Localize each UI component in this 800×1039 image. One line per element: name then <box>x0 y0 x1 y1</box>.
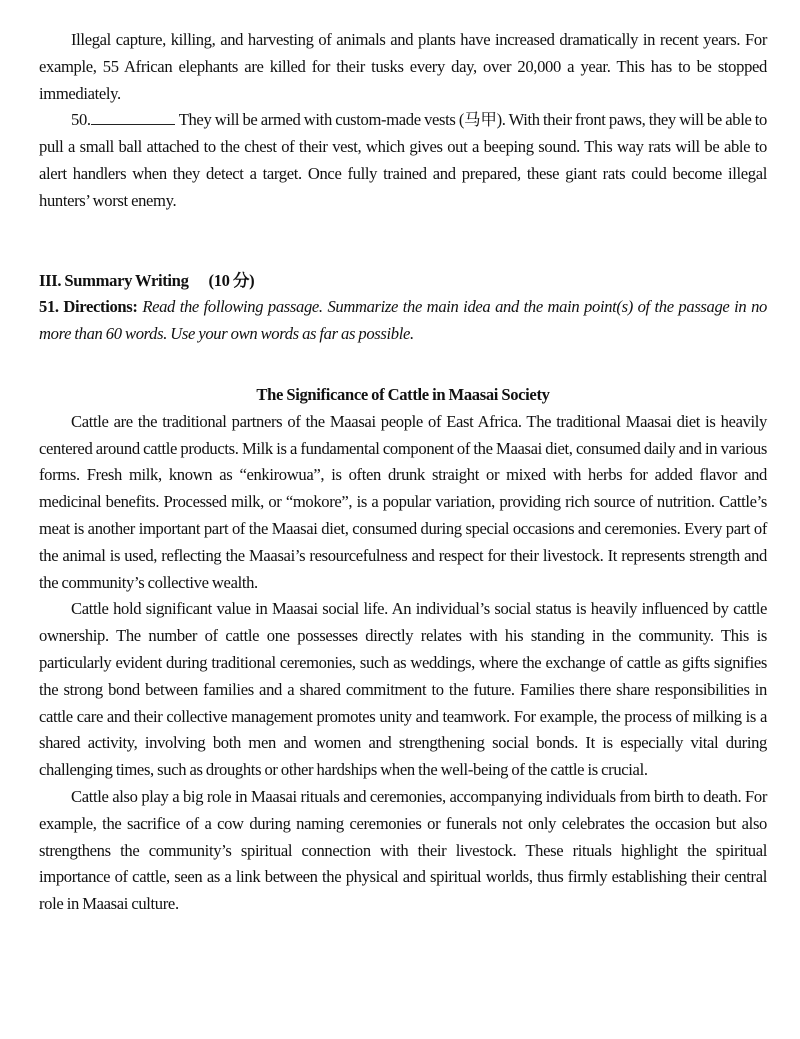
directions-text: Read the following passage. Summarize the main idea and the main point(s) of the passage in no more than 60 words. Use your own words as far as possible. <box>39 297 767 344</box>
section-title: III. Summary Writing <box>39 270 189 290</box>
directions <box>39 294 767 348</box>
previous-passage-paragraph: Illegal capture, killing, and harvesting of animals and plants have increased dramatically in recent years. For example, 55 African elephants are killed for their tusks every day, over 20,000 a year. This has to be stopped immediately. <box>39 30 767 103</box>
spacer <box>39 348 767 382</box>
section-score: (10 分) <box>208 270 255 290</box>
passage-title: The Significance of Cattle in Maasai Society <box>256 384 550 404</box>
answer-blank[interactable] <box>91 108 175 125</box>
passage-paragraph: Cattle also play a big role in Maasai rituals and ceremonies, accompanying individuals from birth to death. For example, the sacrifice of a cow during naming ceremonies or funerals not only celebrates the occasion but also strengthens the community’s spiritual connection with their livestock. These rituals highlight the spiritual importance of cattle, seen as a link between the physical and spiritual worlds, thus firmly establishing their central role in Maasai culture. <box>39 786 767 914</box>
section-heading <box>39 268 767 295</box>
blank-item-50 <box>39 107 767 214</box>
passage-paragraph: Cattle are the traditional partners of the Maasai people of East Africa. The traditional Maasai diet is heavily centered around cattle products. Milk is a fundamental component of the Maasai diet, consumed daily and in various forms. Fresh milk, known as “enkirowua”, is often drunk straight or mixed with herbs for added flavor and medicinal benefits. Processed milk, or “mokore”, is a popular variation, providing rich source of nutrition. Cattle’s meat is another important part of the Maasai diet, consumed during special occasions and ceremonies. Every part of the animal is used, reflecting the Maasai’s resourcefulness and respect for their livestock. It represents strength and the community’s collective wealth. <box>39 411 767 592</box>
passage-paragraph: Cattle hold significant value in Maasai social life. An individual’s social status is heavily influenced by cattle ownership. The number of cattle one possesses directly relates with his standing in the community. This is particularly evident during traditional ceremonies, such as weddings, where the exchange of cattle as gifts signifies the strong bond between families and a shared commitment to the future. Families there share responsibilities in cattle care and their collective management promotes unity and teamwork. For example, the process of milking is a shared activity, involving both men and women and strengthening social bonds. It is especially vital during challenging times, such as droughts or other hardships when the well-being of the cattle is crucial. <box>39 599 767 780</box>
directions-label: 51. Directions: <box>39 297 138 317</box>
document-page <box>39 27 767 918</box>
item-number: 50. <box>71 110 91 130</box>
spacer <box>39 215 767 268</box>
item-text: They will be armed with custom-made vests (马甲). With their front paws, they will be able to pull a small ball attached to the chest of their vest, which gives out a beeping sound. This way rats will be able to alert handlers when they detect a target. Once fully trained and prepared, these giant rats could become illegal hunters’ worst enemy. <box>39 110 767 210</box>
